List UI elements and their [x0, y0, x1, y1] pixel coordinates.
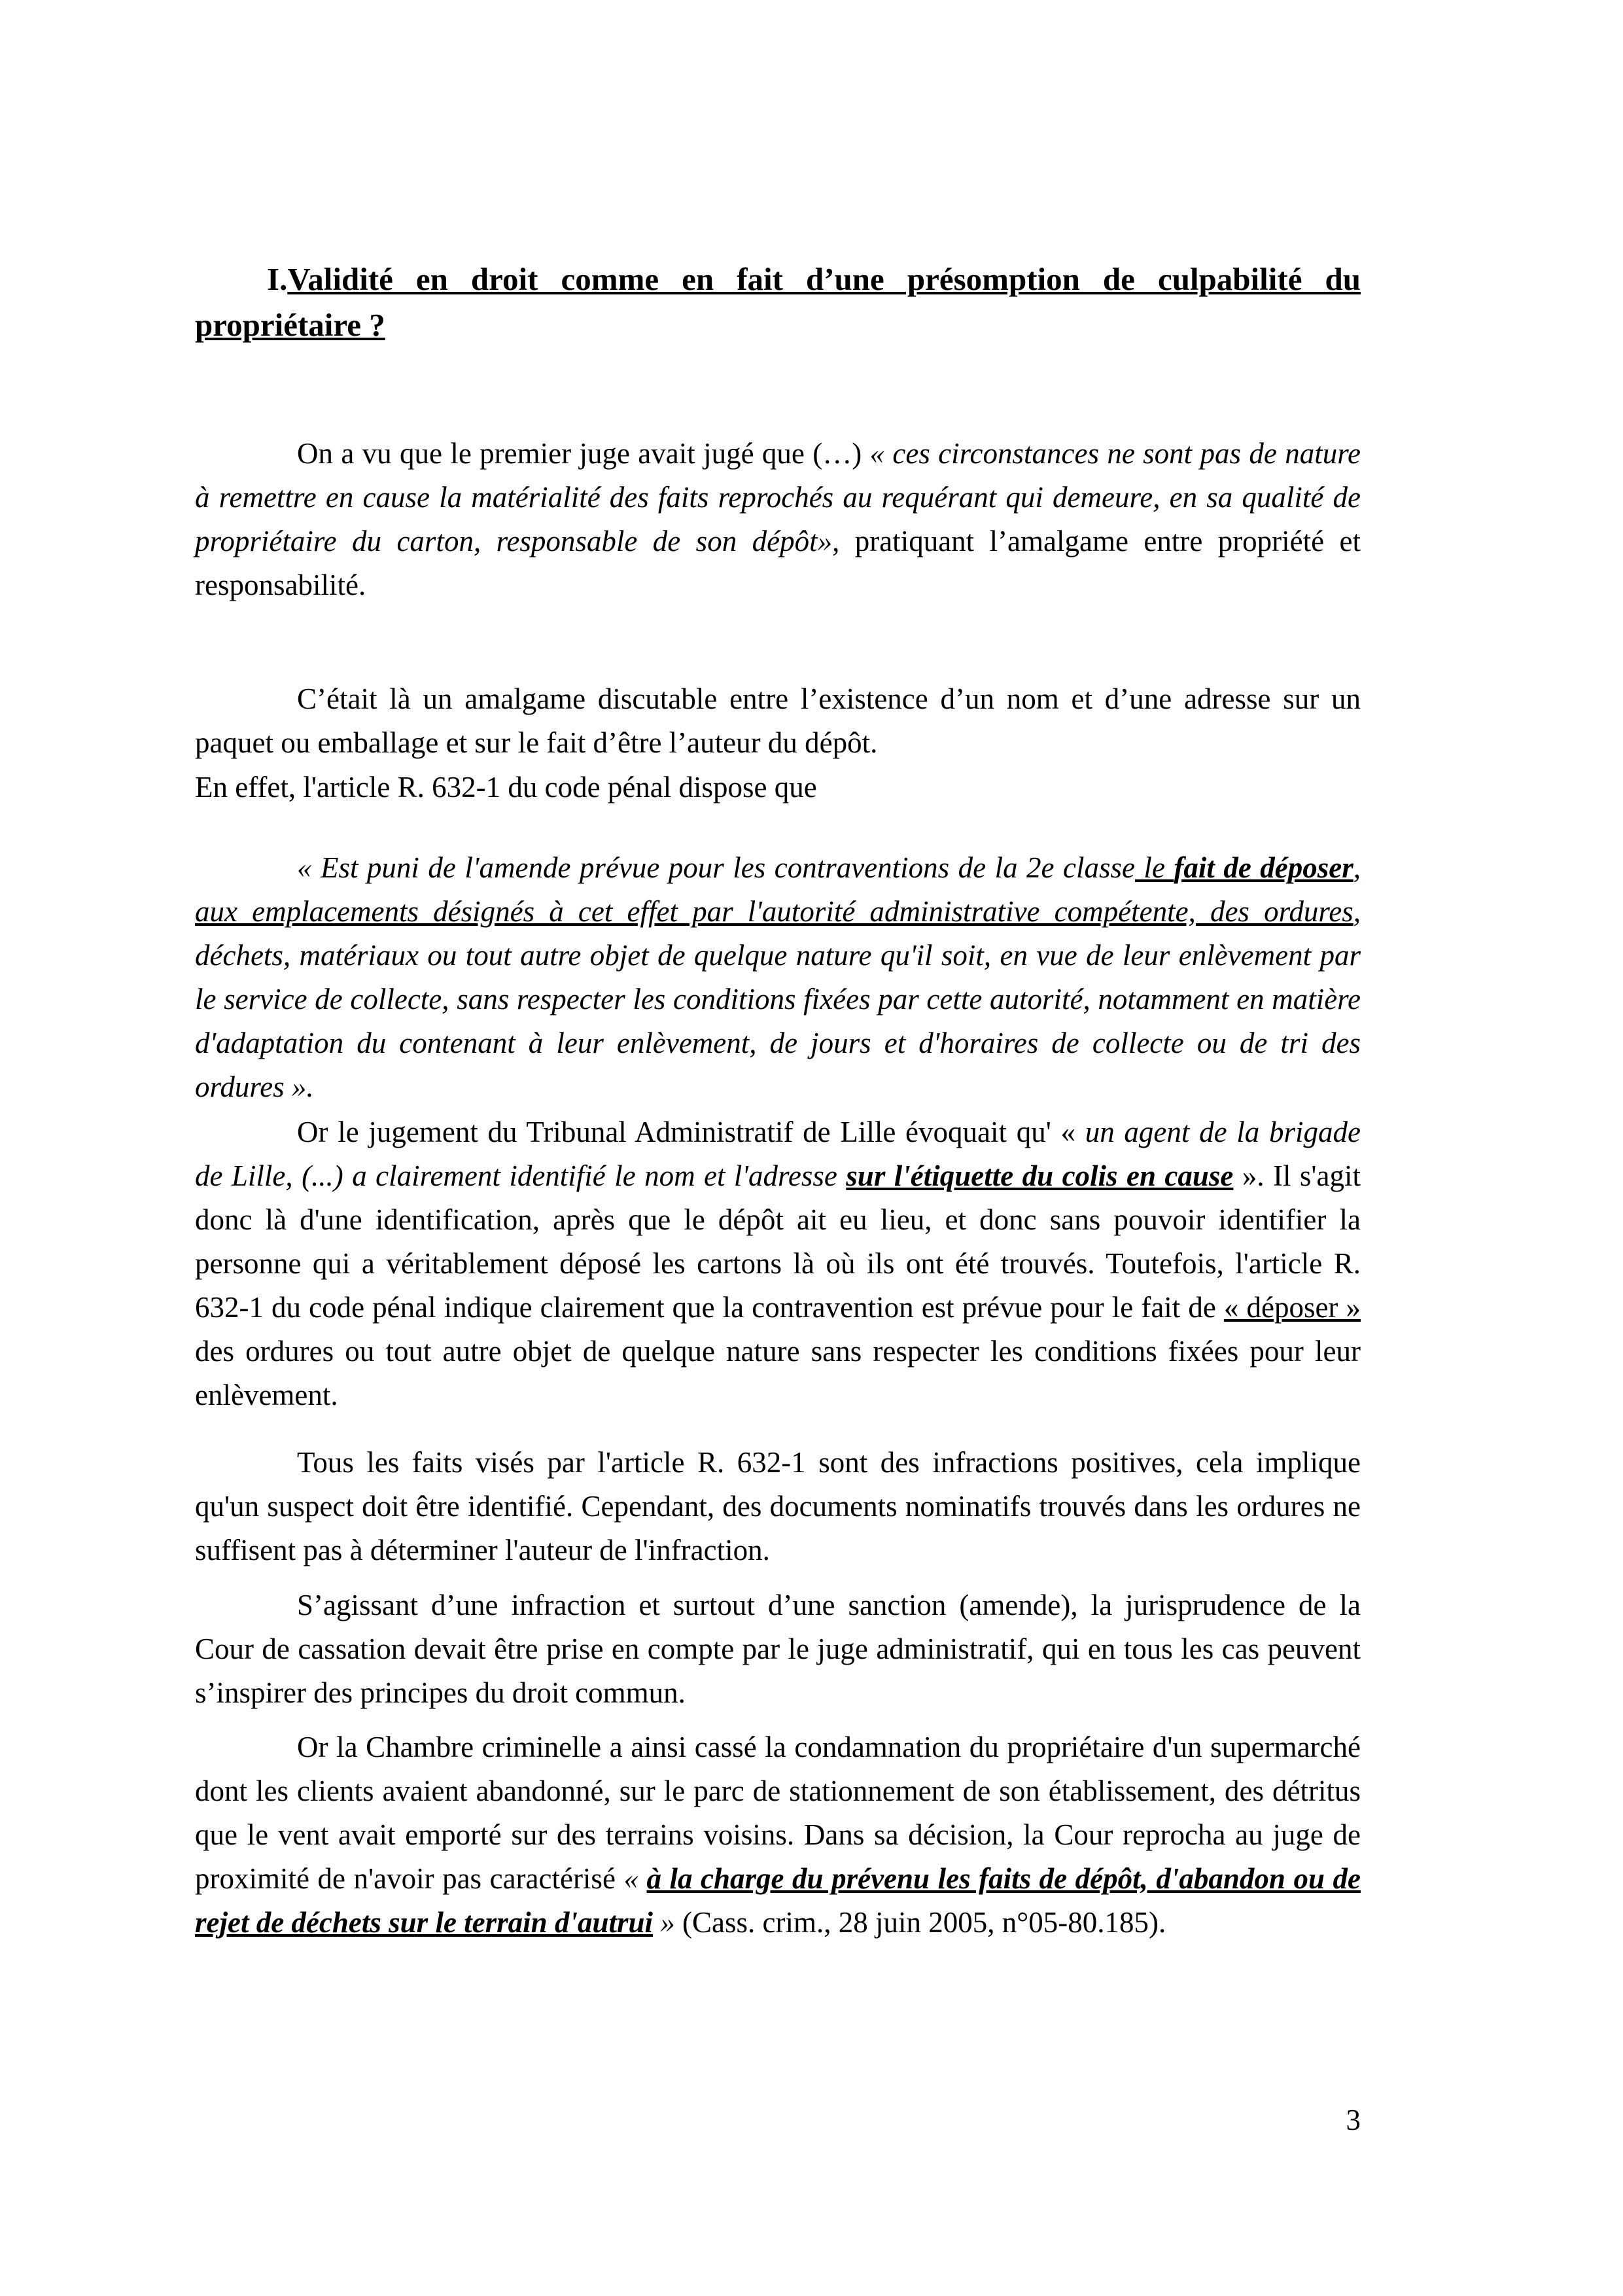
p4-q2: le	[1134, 851, 1174, 884]
p2-text: C’était là un amalgame discutable entre l’existence d’un nom et d’une adresse sur un paquet ou emballage et sur le fait d’être l’auteur du dépôt.	[195, 682, 1361, 759]
p4-q1: « Est puni de l'amende prévue pour les contraventions de la 2e classe	[297, 851, 1135, 884]
p4-q3: fait de déposer	[1174, 851, 1353, 884]
p5-f: des ordures ou tout autre objet de quelque nature sans respecter les conditions fixées pour leur enlèvement.	[195, 1335, 1361, 1411]
paragraph-5	[195, 1110, 1361, 1417]
p8-c: à la charge du prévenu les faits de dépôt, d'abandon ou de rejet de déchets sur le terrain d'autrui	[195, 1862, 1361, 1939]
p5-b: un agent de la brigade de Lille, (...) a clairement identifié le nom et l'adresse	[195, 1116, 1361, 1192]
p8-d: »	[653, 1906, 675, 1939]
paragraph-7	[195, 1583, 1361, 1715]
paragraph-6	[195, 1441, 1361, 1572]
paragraph-2	[195, 677, 1361, 765]
p8-e: (Cass. crim., 28 juin 2005, n°05-80.185).	[674, 1906, 1166, 1939]
paragraph-1	[195, 432, 1361, 607]
paragraph-8	[195, 1725, 1361, 1945]
section-heading	[195, 256, 1361, 348]
paragraph-3	[195, 766, 1361, 809]
p1-lead: On a vu que le premier juge avait jugé que (…)	[297, 437, 870, 470]
p1-tail: , pratiquant l’amalgame entre propriété et responsabilité.	[195, 525, 1361, 601]
p5-e: « déposer »	[1223, 1291, 1361, 1324]
paragraph-4-quote	[195, 846, 1361, 1109]
p8-b: «	[623, 1862, 647, 1895]
section-title: Validité en droit comme en fait d’une présomption de culpabilité du propriétaire ?	[195, 261, 1361, 343]
p5-d: ». Il s'agit donc là d'une identification, après que le dépôt ait eu lieu, et donc sans pouvoir identifier la personne qui a véritablement déposé les cartons là où ils ont été trouvés. Toutefois, l'article R. 632-1 du code pénal indique clairement que la contravention est prévue pour le fait de	[195, 1159, 1361, 1324]
p7-text: S’agissant d’une infraction et surtout d’une sanction (amende), la jurisprudence de la Cour de cassation devait être prise en compte par le juge administratif, qui en tous les cas peuvent s’inspirer des principes du droit commun.	[195, 1589, 1361, 1709]
page-number: 3	[1346, 2104, 1361, 2136]
p5-a: Or le jugement du Tribunal Administratif de Lille évoquait qu' «	[297, 1116, 1085, 1148]
p4-q4: , aux emplacements désignés à cet effet par l'autorité administrative compétente, des ordures	[195, 851, 1361, 928]
p4-q5: , déchets, matériaux ou tout autre objet de quelque nature qu'il soit, en vue de leur enlèvement par le service de collecte, sans respecter les conditions fixées par cette autorité, notamment en matière d'adaptation du contenant à leur enlèvement, de jours et d'horaires de collecte ou de tri des ordures ».	[195, 895, 1361, 1103]
section-number: I.	[267, 261, 288, 297]
p8-a: Or la Chambre criminelle a ainsi cassé la condamnation du propriétaire d'un supermarché dont les clients avaient abandonné, sur le parc de stationnement de son établissement, des détritus que le vent avait emporté sur des terrains voisins. Dans sa décision, la Cour reprocha au juge de proximité de n'avoir pas caractérisé	[195, 1731, 1361, 1895]
p1-quote: « ces circonstances ne sont pas de nature à remettre en cause la matérialité des faits reprochés au requérant qui demeure, en sa qualité de propriétaire du carton, responsable de son dépôt»	[195, 437, 1361, 557]
p3-text: En effet, l'article R. 632-1 du code pénal dispose que	[195, 771, 817, 804]
p6-text: Tous les faits visés par l'article R. 632-1 sont des infractions positives, cela implique qu'un suspect doit être identifié. Cependant, des documents nominatifs trouvés dans les ordures ne suffisent pas à déterminer l'auteur de l'infraction.	[195, 1446, 1361, 1566]
p5-c: sur l'étiquette du colis en cause	[846, 1159, 1234, 1192]
